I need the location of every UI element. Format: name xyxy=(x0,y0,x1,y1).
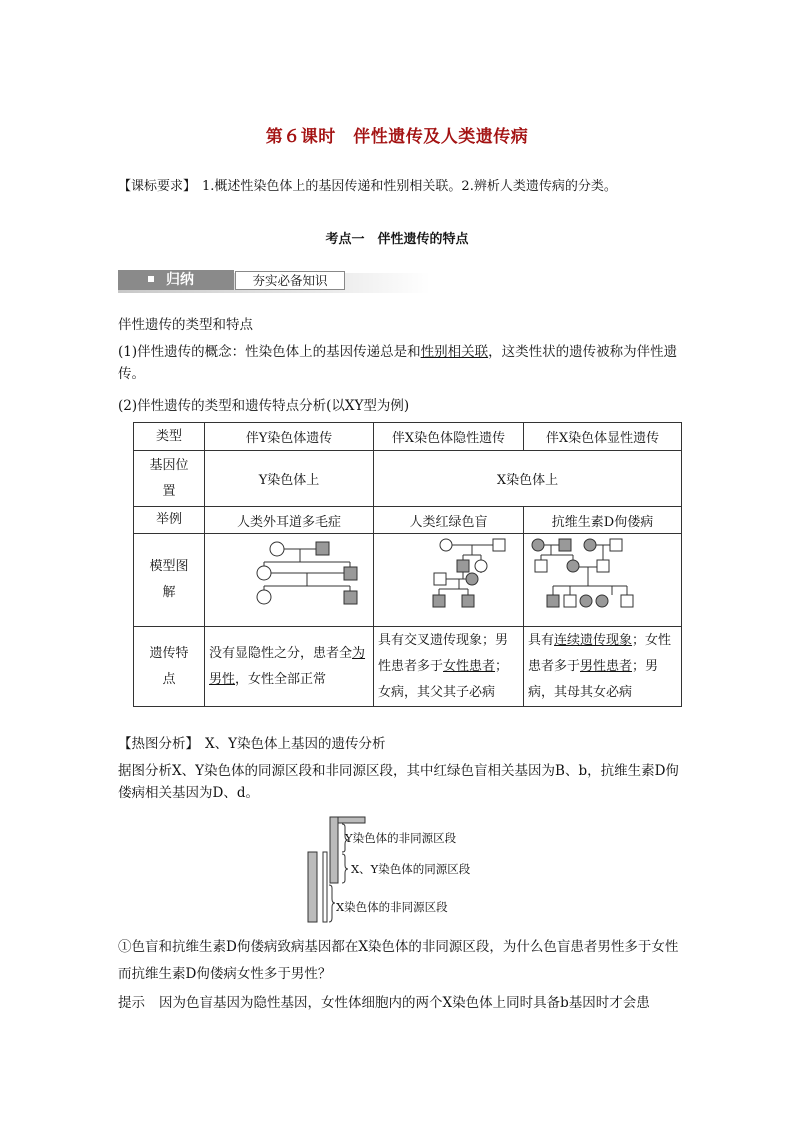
header-type: 类型 xyxy=(134,423,205,451)
x-nonhomologous-label: X染色体的非同源区段 xyxy=(336,900,448,914)
page-title: 第６课时 伴性遗传及人类遗传病 xyxy=(265,127,529,147)
requirement-label: 【课标要求】 xyxy=(118,179,197,194)
pedigree-xr-cell xyxy=(374,534,524,627)
question-text: ①色盲和抗维生素D佝偻病致病基因都在X染色体的非同源区段，为什么色盲患者男性多于女性而抗维生素D佝偻病女性多于男性？ xyxy=(118,939,679,982)
example-x-recessive: 人类红绿色盲 xyxy=(374,507,524,534)
label-gene-position: 基因位置 xyxy=(134,451,205,507)
xy-chromosome-diagram xyxy=(305,816,525,926)
label-model: 模型图解 xyxy=(134,534,205,627)
example-y: 人类外耳道多毛症 xyxy=(205,507,374,534)
pedigree-y-linked xyxy=(205,534,373,622)
banner-left: 归纳 xyxy=(118,270,234,290)
feature-x-recessive: 具有交叉遗传现象；男性患者多于女性患者；女病，其父其子必病 xyxy=(374,627,524,707)
hot-text: 据图分析X、Y染色体的同源区段和非同源区段，其中红绿色盲相关基因为B、b，抗维生素D佝偻病相关基因为D、d。 xyxy=(118,763,679,801)
pedigree-x-dominant xyxy=(524,534,681,622)
sex-linked-table xyxy=(133,422,682,707)
pedigree-x-recessive xyxy=(374,534,523,622)
header-x-recessive: 伴X染色体隐性遗传 xyxy=(374,423,524,451)
xy-homologous-label: X、Y染色体的同源区段 xyxy=(351,862,471,876)
item2-text: (2)伴性遗传的类型和遗传特点分析(以XY型为例) xyxy=(118,398,410,414)
label-example: 举例 xyxy=(134,507,205,534)
example-x-dominant: 抗维生素D佝偻病 xyxy=(524,507,682,534)
gene-position-y: Y染色体上 xyxy=(205,451,374,507)
banner-right: 夯实必备知识 xyxy=(235,271,345,290)
section-heading: 考点一 伴性遗传的特点 xyxy=(325,232,469,247)
item1-text: (1)伴性遗传的概念：性染色体上的基因传递总是和性别相关联，这类性状的遗传被称为伴性遗传。 xyxy=(118,344,678,382)
y-nonhomologous-label: Y染色体的非同源区段 xyxy=(345,831,457,845)
summary-banner xyxy=(118,270,430,294)
header-x-dominant: 伴X染色体显性遗传 xyxy=(524,423,682,451)
feature-x-dominant: 具有连续遗传现象；女性患者多于男性患者；男病，其母其女必病 xyxy=(524,627,682,707)
feature-y: 没有显隐性之分，患者全为男性，女性全部正常 xyxy=(205,627,374,707)
intro-text: 伴性遗传的类型和特点 xyxy=(118,317,253,333)
header-y: 伴Y染色体遗传 xyxy=(205,423,374,451)
course-requirement xyxy=(118,175,617,194)
pedigree-xd-cell xyxy=(524,534,682,627)
hint-text: 提示 因为色盲基因为隐性基因，女性体细胞内的两个X染色体上同时具备b基因时才会患 xyxy=(118,995,650,1011)
pedigree-y-cell xyxy=(205,534,374,627)
hot-analysis: 【热图分析】 X、Y染色体上基因的遗传分析 xyxy=(118,736,386,752)
requirement-text: 1.概述性染色体上的基因传递和性别相关联。2.辨析人类遗传病的分类。 xyxy=(202,179,617,194)
gene-position-x: X染色体上 xyxy=(374,451,682,507)
label-feature: 遗传特点 xyxy=(134,627,205,707)
